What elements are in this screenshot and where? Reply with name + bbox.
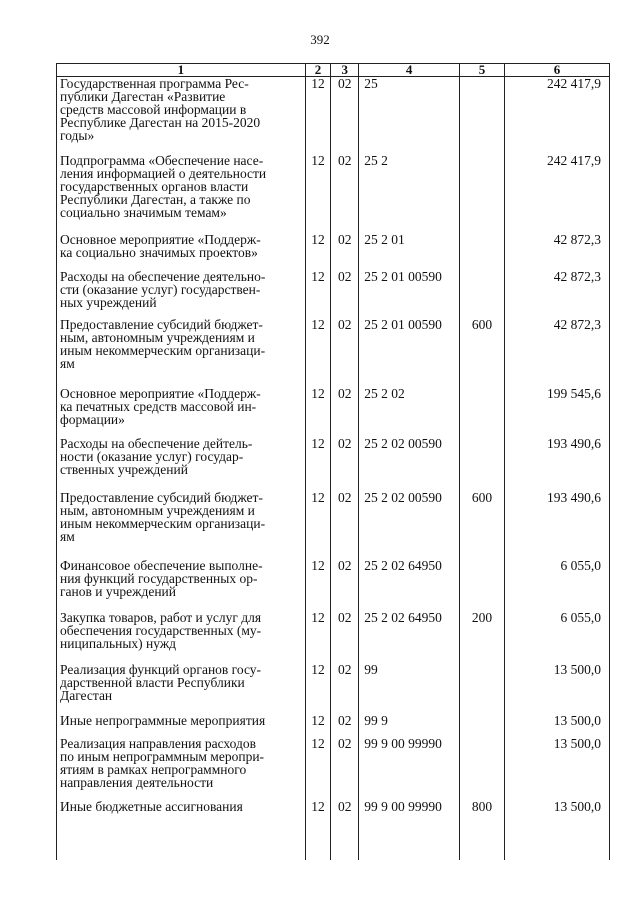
row-target-article-code: 99 9 00 99990 <box>359 737 460 800</box>
row-target-article-code: 25 2 02 64950 <box>359 611 460 663</box>
row-expense-type-code <box>459 714 504 737</box>
row-expense-type-code <box>459 77 504 154</box>
row-name: Иные бюджетные ассигнования <box>57 800 306 860</box>
row-subsection-code: 02 <box>331 737 359 800</box>
row-amount: 42 872,3 <box>504 233 609 270</box>
row-expense-type-code <box>459 387 504 437</box>
column-header-4: 4 <box>359 64 460 77</box>
table-row <box>57 318 610 387</box>
row-subsection-code: 02 <box>331 559 359 611</box>
column-header-3: 3 <box>331 64 359 77</box>
row-expense-type-code <box>459 437 504 491</box>
row-amount: 13 500,0 <box>504 800 609 860</box>
table-row <box>57 387 610 437</box>
row-subsection-code: 02 <box>331 233 359 270</box>
table-row <box>57 800 610 860</box>
row-name: Финансовое обеспечение выполне- ния функций государственных ор- ганов и учреждений <box>57 559 306 611</box>
row-name: Расходы на обеспечение деятельно- сти (оказание услуг) государствен- ных учреждений <box>57 270 306 318</box>
row-amount: 193 490,6 <box>504 437 609 491</box>
row-target-article-code: 25 2 02 64950 <box>359 559 460 611</box>
row-name: Государственная программа Рес- публики Дагестан «Развитие средств массовой информации в Республике Дагестан на 2015-2020 годы» <box>57 77 306 154</box>
row-subsection-code: 02 <box>331 663 359 714</box>
row-amount: 242 417,9 <box>504 77 609 154</box>
row-amount: 13 500,0 <box>504 714 609 737</box>
row-section-code: 12 <box>305 270 331 318</box>
row-name: Расходы на обеспечение дейтель- ности (оказание услуг) государ- ственных учреждений <box>57 437 306 491</box>
row-target-article-code: 25 2 01 00590 <box>359 318 460 387</box>
table-row <box>57 154 610 233</box>
row-section-code: 12 <box>305 233 331 270</box>
row-expense-type-code <box>459 663 504 714</box>
row-expense-type-code <box>459 154 504 233</box>
row-target-article-code: 25 2 02 00590 <box>359 491 460 559</box>
row-name: Подпрограмма «Обеспечение насе- ления информацией о деятельности государственных органов власти Республики Дагестан, а также по социально значимым темам» <box>57 154 306 233</box>
row-section-code: 12 <box>305 737 331 800</box>
row-name: Предоставление субсидий бюджет- ным, автономным учреждениям и иным некоммерческим организаци- ям <box>57 491 306 559</box>
row-amount: 42 872,3 <box>504 318 609 387</box>
row-name: Иные непрограммные мероприятия <box>57 714 306 737</box>
row-target-article-code: 25 2 <box>359 154 460 233</box>
row-section-code: 12 <box>305 437 331 491</box>
row-section-code: 12 <box>305 714 331 737</box>
table-row <box>57 611 610 663</box>
row-section-code: 12 <box>305 491 331 559</box>
page-number: 392 <box>310 32 330 47</box>
table-row <box>57 559 610 611</box>
row-name: Реализация направления расходов по иным непрограммным меропри- ятиям в рамках непрограммного направления деятельности <box>57 737 306 800</box>
table-row <box>57 737 610 800</box>
row-name: Закупка товаров, работ и услуг для обеспечения государственных (му- ниципальных) нужд <box>57 611 306 663</box>
row-target-article-code: 25 2 02 00590 <box>359 437 460 491</box>
row-amount: 6 055,0 <box>504 559 609 611</box>
row-section-code: 12 <box>305 611 331 663</box>
row-section-code: 12 <box>305 77 331 154</box>
row-subsection-code: 02 <box>331 437 359 491</box>
column-header-6: 6 <box>504 64 609 77</box>
row-section-code: 12 <box>305 559 331 611</box>
row-expense-type-code <box>459 559 504 611</box>
row-expense-type-code: 600 <box>459 318 504 387</box>
table-row <box>57 77 610 154</box>
row-subsection-code: 02 <box>331 318 359 387</box>
table-body <box>57 77 610 860</box>
row-section-code: 12 <box>305 318 331 387</box>
row-amount: 13 500,0 <box>504 737 609 800</box>
row-expense-type-code <box>459 270 504 318</box>
row-target-article-code: 25 2 01 <box>359 233 460 270</box>
column-header-1: 1 <box>57 64 306 77</box>
budget-table <box>56 63 610 860</box>
row-subsection-code: 02 <box>331 491 359 559</box>
row-amount: 6 055,0 <box>504 611 609 663</box>
row-target-article-code: 99 9 <box>359 714 460 737</box>
row-amount: 42 872,3 <box>504 270 609 318</box>
table-row <box>57 491 610 559</box>
row-section-code: 12 <box>305 663 331 714</box>
row-subsection-code: 02 <box>331 77 359 154</box>
header-row <box>57 64 610 77</box>
row-section-code: 12 <box>305 154 331 233</box>
row-target-article-code: 25 2 01 00590 <box>359 270 460 318</box>
row-amount: 13 500,0 <box>504 663 609 714</box>
row-subsection-code: 02 <box>331 154 359 233</box>
row-subsection-code: 02 <box>331 714 359 737</box>
row-subsection-code: 02 <box>331 800 359 860</box>
column-header-5: 5 <box>459 64 504 77</box>
row-section-code: 12 <box>305 800 331 860</box>
row-expense-type-code: 800 <box>459 800 504 860</box>
row-target-article-code: 25 <box>359 77 460 154</box>
row-amount: 199 545,6 <box>504 387 609 437</box>
table-row <box>57 270 610 318</box>
row-amount: 242 417,9 <box>504 154 609 233</box>
row-target-article-code: 25 2 02 <box>359 387 460 437</box>
row-subsection-code: 02 <box>331 611 359 663</box>
row-section-code: 12 <box>305 387 331 437</box>
row-subsection-code: 02 <box>331 270 359 318</box>
row-name: Основное мероприятие «Поддерж- ка печатных средств массовой ин- формации» <box>57 387 306 437</box>
column-header-2: 2 <box>305 64 331 77</box>
row-target-article-code: 99 <box>359 663 460 714</box>
row-name: Основное мероприятие «Поддерж- ка социально значимых проектов» <box>57 233 306 270</box>
row-expense-type-code: 600 <box>459 491 504 559</box>
row-name: Предоставление субсидий бюджет- ным, автономным учреждениям и иным некоммерческим организаци- ям <box>57 318 306 387</box>
row-subsection-code: 02 <box>331 387 359 437</box>
row-expense-type-code <box>459 737 504 800</box>
row-expense-type-code <box>459 233 504 270</box>
table-row <box>57 437 610 491</box>
row-target-article-code: 99 9 00 99990 <box>359 800 460 860</box>
row-amount: 193 490,6 <box>504 491 609 559</box>
table-row <box>57 714 610 737</box>
table-row <box>57 663 610 714</box>
row-expense-type-code: 200 <box>459 611 504 663</box>
table-row <box>57 233 610 270</box>
row-name: Реализация функций органов госу- дарственной власти Республики Дагестан <box>57 663 306 714</box>
